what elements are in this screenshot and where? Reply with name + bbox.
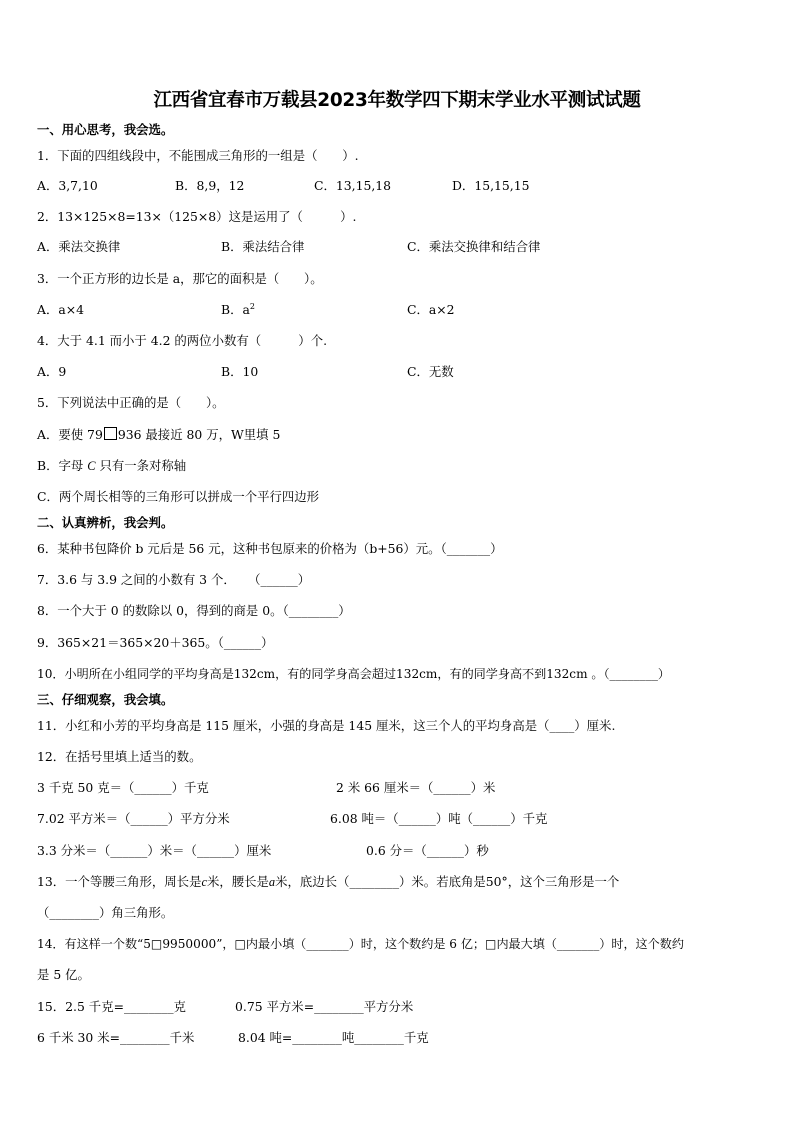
option-a: A．9: [37, 364, 67, 379]
conversion-item: 3 千克 50 克＝（______）千克: [37, 780, 209, 795]
q13-text-c: 米，底边长（________）米。若底角是50°，这个三角形是一个: [275, 874, 620, 889]
question-8: 8．一个大于 0 的数除以 0，得到的商是 0。（________）: [37, 603, 351, 618]
option-b: B．10: [221, 364, 259, 379]
question-14-line-2: 是 5 亿。: [37, 967, 90, 982]
option-b: B．乘法结合律: [221, 239, 305, 254]
q13-var-c: c: [201, 875, 207, 889]
question-7: 7．3.6 与 3.9 之间的小数有 3 个． （______）: [37, 572, 311, 587]
section-heading-2: 二、认真辨析，我会判。: [37, 515, 174, 530]
option-c: C．a×2: [407, 302, 455, 317]
option-a: A．a×4: [37, 302, 84, 317]
conversion-item: 6.08 吨＝（______）吨（______）千克: [330, 811, 548, 826]
option-d: D．15,15,15: [452, 178, 530, 193]
option-a-suffix: 936 最接近 80 万，W里填 5: [117, 427, 281, 442]
question-1-stem: 1．下面的四组线段中，不能围成三角形的一组是（ ）.: [37, 148, 359, 163]
option-b: B．8,9，12: [175, 178, 245, 193]
option-c: C．乘法交换律和结合律: [407, 239, 541, 254]
blank-box-icon: [104, 427, 117, 440]
question-13-line-1: [37, 874, 619, 890]
question-2-stem: 2．13×125×8=13×（125×8）这是运用了（ ）.: [37, 209, 357, 224]
question-5-option-a: [37, 427, 280, 443]
conversion-item: 0.6 分＝（______）秒: [366, 843, 489, 858]
conversion-item: 8.04 吨=________吨________千克: [238, 1030, 429, 1045]
question-9: 9．365×21＝365×20＋365。（______）: [37, 635, 274, 650]
question-11: 11．小红和小芳的平均身高是 115 厘米，小强的身高是 145 厘米，这三个人的平均身高是（____）厘米.: [37, 718, 616, 733]
question-5-option-b: [37, 458, 186, 474]
option-b-letter: C: [87, 459, 96, 473]
page-title: 江西省宜春市万载县2023年数学四下期末学业水平测试试题: [153, 90, 641, 111]
section-heading-3: 三、仔细观察，我会填。: [37, 692, 174, 707]
option-c: C．无数: [407, 364, 454, 379]
option-b: [221, 302, 255, 318]
conversion-item: 7.02 平方米＝（______）平方分米: [37, 811, 230, 826]
option-b-exponent: 2: [249, 301, 255, 311]
question-6: 6．某种书包降价 b 元后是 56 元，这种书包原来的价格为（b+56）元。（_______）: [37, 541, 503, 556]
option-a: A．3,7,10: [37, 178, 98, 193]
conversion-item: 0.75 平方米=________平方分米: [235, 999, 414, 1014]
conversion-item: 6 千米 30 米=________千米: [37, 1030, 195, 1045]
question-3-stem: 3．一个正方形的边长是 a，那它的面积是（ ）。: [37, 271, 323, 286]
question-13-line-2: （________）角三角形。: [37, 905, 174, 920]
conversion-item: 3.3 分米＝（______）米＝（______）厘米: [37, 843, 272, 858]
q13-text-a: 13．一个等腰三角形，周长是: [37, 874, 202, 889]
conversion-item: 2 米 66 厘米＝（______）米: [336, 780, 496, 795]
option-a-prefix: A．要使 79: [37, 427, 103, 442]
q13-text-b: 米，腰长是: [206, 874, 269, 889]
section-heading-1: 一、用心思考，我会选。: [37, 122, 174, 137]
question-10: 10．小明所在小组同学的平均身高是132cm，有的同学身高会超过132cm，有的同学身高不到132cm 。（________）: [37, 667, 671, 681]
q13-var-a: a: [268, 875, 276, 889]
question-5-option-c: C．两个周长相等的三角形可以拼成一个平行四边形: [37, 489, 320, 504]
question-12-stem: 12．在括号里填上适当的数。: [37, 749, 202, 764]
option-b-base: B．a: [221, 302, 250, 317]
conversion-item: 15．2.5 千克=________克: [37, 999, 186, 1014]
question-5-stem: 5．下列说法中正确的是（ ）。: [37, 395, 225, 410]
question-14-line-1: 14．有这样一个数“5□9950000”，□内最小填（_______）时，这个数约是 6 亿；□内最大填（_______）时，这个数约: [37, 937, 684, 951]
option-b-prefix: B．字母: [37, 458, 84, 473]
option-c: C．13,15,18: [314, 178, 392, 193]
question-4-stem: 4．大于 4.1 而小于 4.2 的两位小数有（ ）个.: [37, 333, 328, 348]
option-b-suffix: 只有一条对称轴: [99, 458, 187, 473]
option-a: A．乘法交换律: [37, 239, 121, 254]
